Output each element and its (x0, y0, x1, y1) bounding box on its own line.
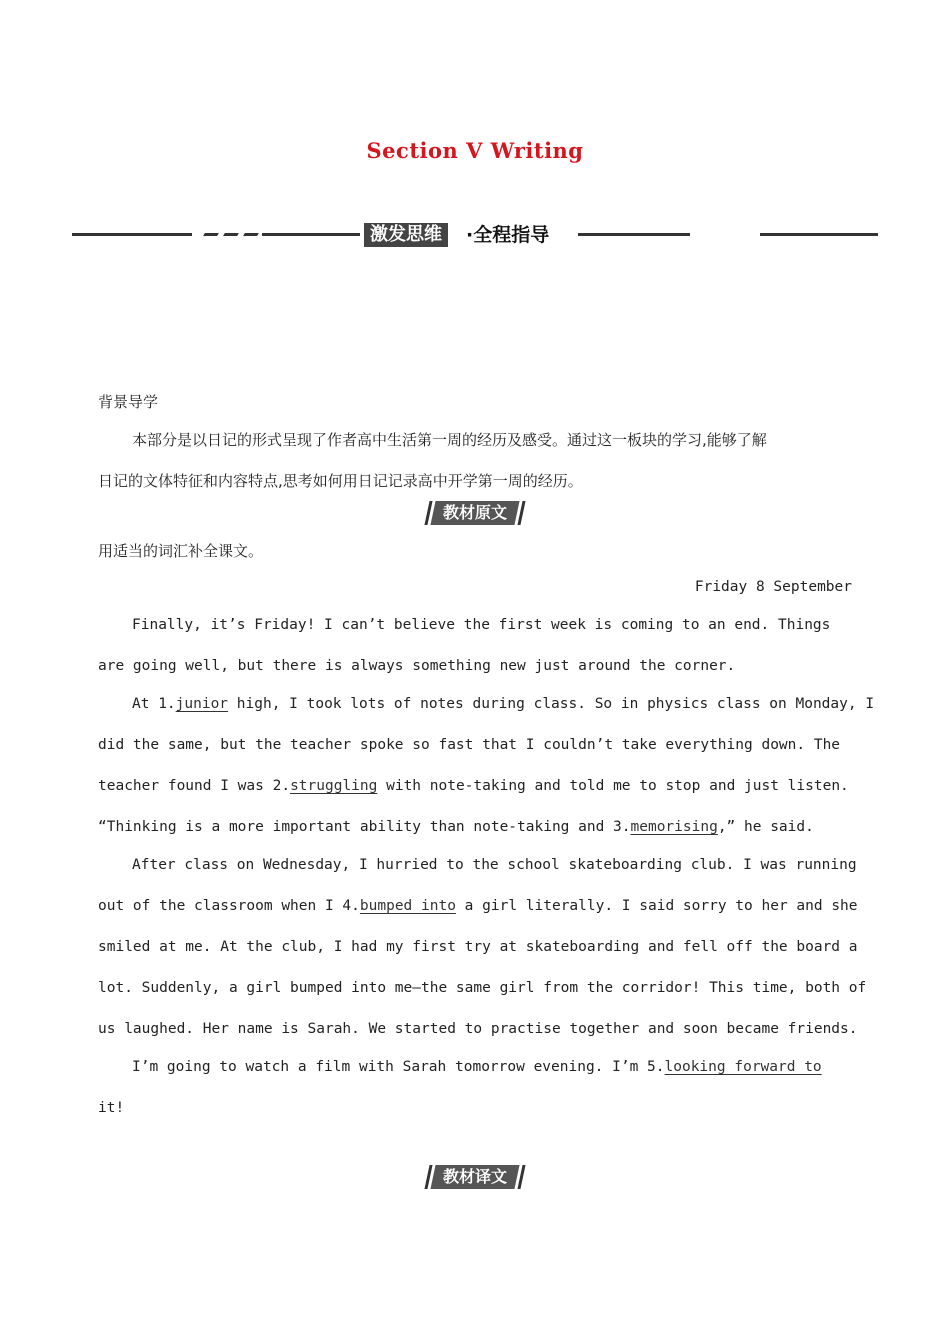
text-fragment: I’m going to watch a film with Sarah tomorrow evening. I’m 5. (132, 1059, 665, 1075)
text-line: lot. Suddenly, a girl bumped into me—the same girl from the corridor! This time, both of (98, 980, 867, 996)
page-title: Section V Writing (366, 138, 584, 163)
text-fragment: ,” he said. (717, 819, 814, 835)
blank-answer-1: junior (175, 696, 229, 712)
text-fragment: high, I took lots of notes during class. So in physics class on Monday, I (228, 696, 875, 712)
text-line (98, 819, 814, 835)
banner-dash (203, 233, 219, 236)
text-line (98, 778, 849, 794)
banner-rule-left (72, 233, 192, 236)
text-fragment: teacher found I was 2. (98, 778, 291, 794)
badge-translation (427, 1165, 523, 1189)
banner-label-boxed: 激发思维 (364, 223, 448, 247)
banner-rule-far-right (760, 233, 878, 236)
text-line: it! (98, 1100, 125, 1116)
text-fragment: a girl literally. I said sorry to her and she (455, 898, 858, 914)
badge-original-text (427, 501, 523, 525)
blank-answer-2: struggling (290, 778, 378, 794)
section-heading: 背景导学 (98, 393, 159, 411)
text-line: are going well, but there is always something new just around the corner. (98, 658, 736, 674)
diary-date: Friday 8 September (694, 579, 852, 595)
banner-label: ·全程指导 (466, 224, 550, 246)
instruction: 用适当的词汇补全课文。 (98, 542, 264, 560)
text-line: smiled at me. At the club, I had my first try at skateboarding and fell off the board a (98, 939, 858, 955)
intro-text: 日记的文体特征和内容特点,思考如何用日记记录高中开学第一周的经历。 (98, 472, 583, 490)
banner-rule-right (578, 233, 690, 236)
blank-answer-5: looking forward to (664, 1059, 822, 1075)
badge-label: 教材译文 (443, 1167, 508, 1186)
banner-rule-mid (262, 233, 360, 236)
intro-text: 本部分是以日记的形式呈现了作者高中生活第一周的经历及感受。通过这一板块的学习,能够了解 (132, 431, 767, 449)
text-line: did the same, but the teacher spoke so fast that I couldn’t take everything down. The (98, 737, 841, 753)
blank-answer-3: memorising (630, 819, 718, 835)
text-fragment: with note-taking and told me to stop and just listen. (377, 778, 849, 794)
text-fragment: “Thinking is a more important ability than note-taking and 3. (98, 819, 631, 835)
text-line (132, 696, 874, 712)
text-line: Finally, it’s Friday! I can’t believe the first week is coming to an end. Things (132, 617, 831, 633)
badge-label: 教材原文 (443, 503, 508, 522)
text-fragment: out of the classroom when I 4. (98, 898, 360, 914)
text-line (98, 898, 858, 914)
banner-dash (223, 233, 239, 236)
banner-dash (243, 233, 259, 236)
text-fragment: At 1. (132, 696, 176, 712)
text-line: us laughed. Her name is Sarah. We started to practise together and soon became friends. (98, 1021, 858, 1037)
text-line (132, 1059, 822, 1075)
text-line: After class on Wednesday, I hurried to the school skateboarding club. I was running (132, 857, 857, 873)
blank-answer-4: bumped into (359, 898, 456, 914)
